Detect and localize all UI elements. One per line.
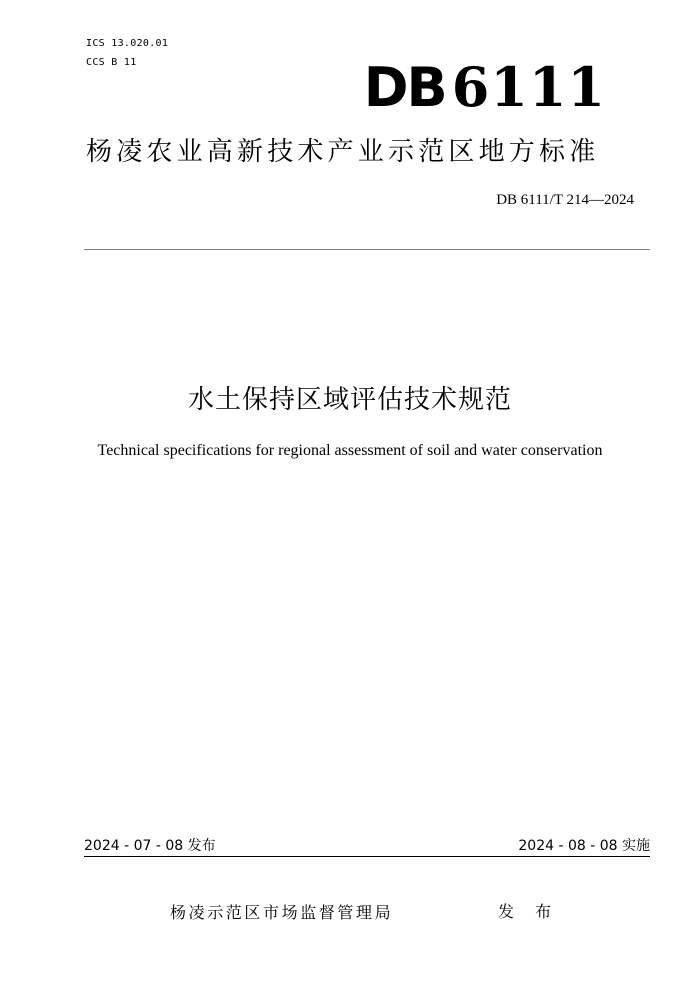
ics-code: ICS 13.020.01 — [86, 38, 169, 49]
bottom-divider — [84, 856, 650, 857]
classification-codes — [86, 34, 168, 72]
document-title-chinese: 水土保持区域评估技术规范 — [187, 385, 512, 415]
standard-number: DB 6111/T 214—2024 — [496, 192, 634, 208]
publisher-name: 杨凌示范区市场监督管理局 — [170, 903, 394, 922]
standard-logo-code: 6111 — [451, 55, 606, 119]
document-title-english: Technical specifications for regional assessment of soil and water conservation — [97, 442, 603, 459]
standard-logo-prefix: DB — [363, 56, 446, 119]
issue-date: 2024 - 07 - 08 发布 — [84, 838, 216, 854]
publish-label: 发 布 — [498, 902, 560, 921]
standard-logo — [364, 52, 606, 123]
implementation-date: 2024 - 08 - 08 实施 — [518, 838, 650, 854]
top-divider — [84, 249, 650, 250]
issuer-title: 杨凌农业高新技术产业示范区地方标准 — [86, 137, 600, 167]
ccs-code: CCS B 11 — [86, 57, 137, 68]
